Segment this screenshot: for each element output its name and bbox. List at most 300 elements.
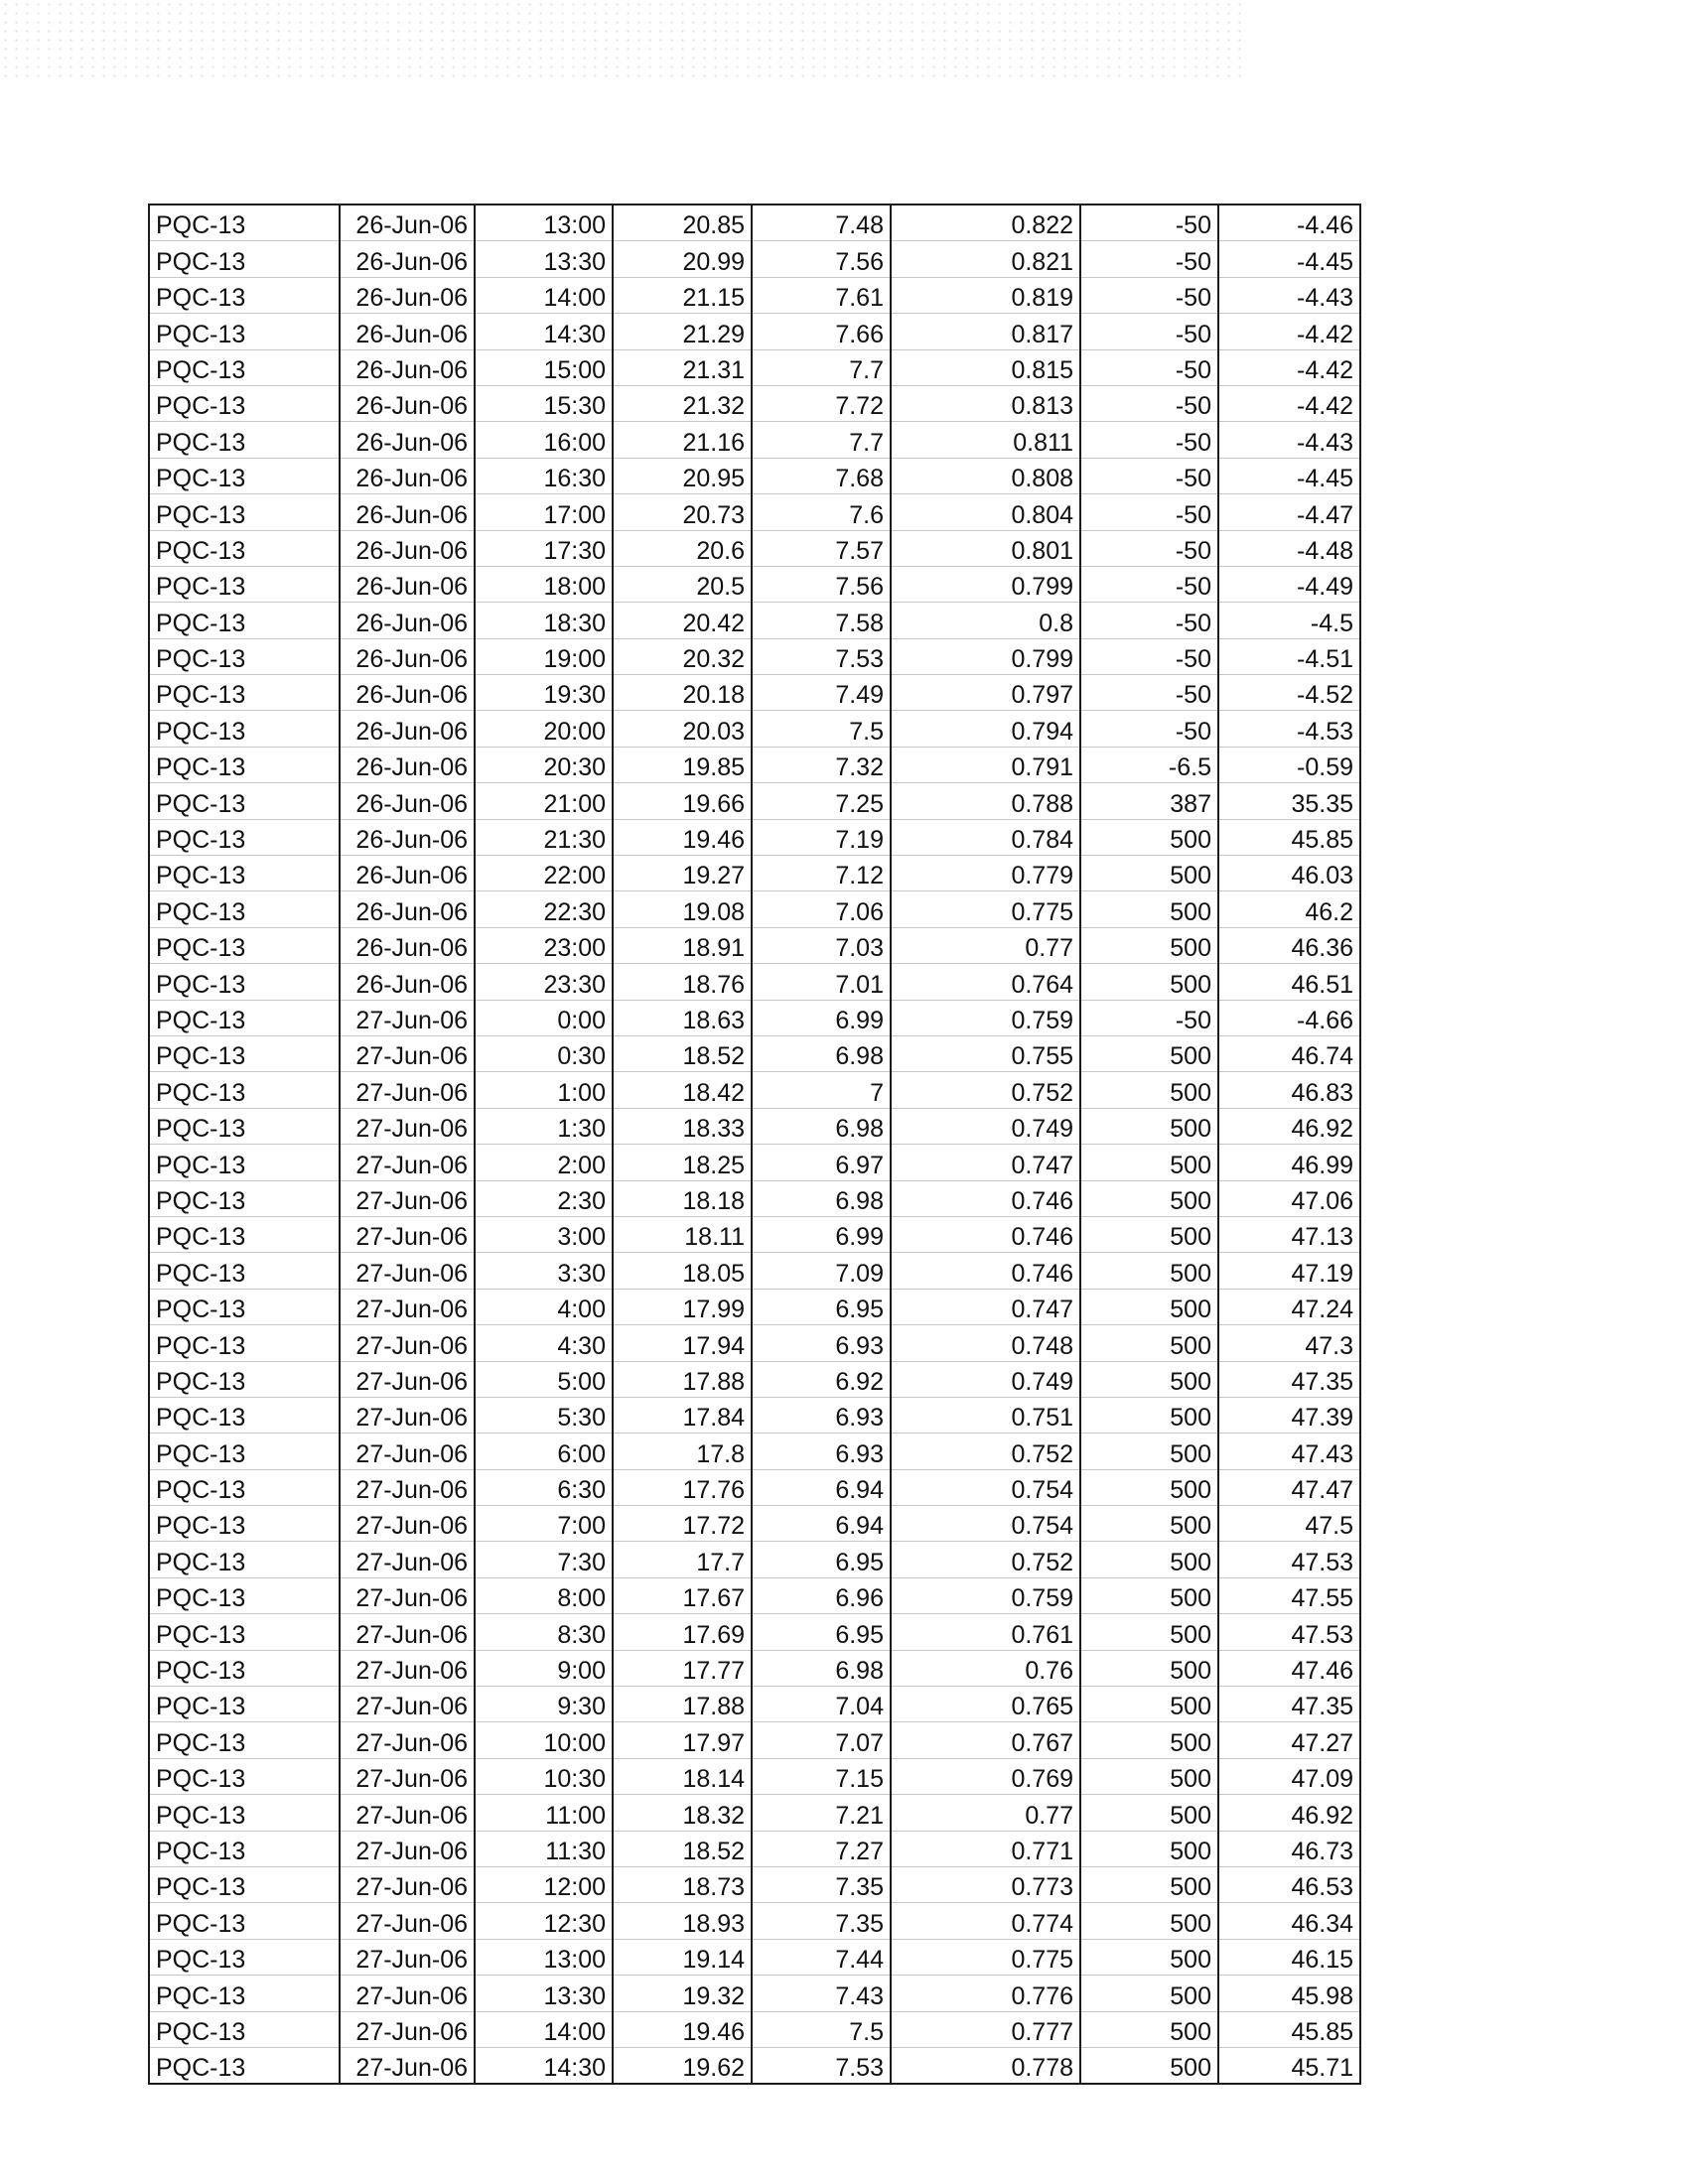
- date-cell: 26-Jun-06: [340, 927, 475, 963]
- value-5-cell: 46.03: [1218, 856, 1360, 891]
- value-4-cell: 500: [1080, 1361, 1218, 1397]
- time-cell: 3:00: [475, 1216, 613, 1252]
- table-row: [149, 927, 1360, 963]
- value-3-cell: 0.779: [891, 856, 1080, 891]
- value-4-cell: 500: [1080, 1976, 1218, 2011]
- value-2-cell: 6.96: [752, 1577, 891, 1613]
- table-row: [149, 1577, 1360, 1613]
- table-row: [149, 819, 1360, 855]
- date-cell: 27-Jun-06: [340, 1795, 475, 1831]
- site-id-cell: PQC-13: [149, 1795, 340, 1831]
- value-5-cell: -4.43: [1218, 422, 1360, 458]
- date-cell: 27-Jun-06: [340, 1614, 475, 1650]
- value-1-cell: 17.76: [613, 1469, 752, 1505]
- site-id-cell: PQC-13: [149, 1831, 340, 1866]
- value-1-cell: 17.77: [613, 1650, 752, 1686]
- table-row: [149, 349, 1360, 385]
- site-id-cell: PQC-13: [149, 1650, 340, 1686]
- value-1-cell: 18.25: [613, 1145, 752, 1180]
- site-id-cell: PQC-13: [149, 675, 340, 711]
- table-row: [149, 1145, 1360, 1180]
- value-1-cell: 19.08: [613, 891, 752, 927]
- table-row: [149, 856, 1360, 891]
- value-2-cell: 7.48: [752, 205, 891, 241]
- value-4-cell: 500: [1080, 891, 1218, 927]
- value-2-cell: 7: [752, 1072, 891, 1108]
- value-5-cell: 47.27: [1218, 1722, 1360, 1758]
- value-5-cell: -4.51: [1218, 638, 1360, 674]
- site-id-cell: PQC-13: [149, 385, 340, 421]
- value-2-cell: 7.35: [752, 1866, 891, 1902]
- value-3-cell: 0.778: [891, 2047, 1080, 2084]
- value-2-cell: 6.93: [752, 1433, 891, 1469]
- value-4-cell: 500: [1080, 1216, 1218, 1252]
- value-5-cell: 47.35: [1218, 1361, 1360, 1397]
- value-3-cell: 0.752: [891, 1542, 1080, 1577]
- date-cell: 27-Jun-06: [340, 1722, 475, 1758]
- time-cell: 8:00: [475, 1577, 613, 1613]
- value-5-cell: 47.5: [1218, 1506, 1360, 1542]
- table-row: [149, 205, 1360, 241]
- value-5-cell: 47.13: [1218, 1216, 1360, 1252]
- value-2-cell: 7.72: [752, 385, 891, 421]
- value-2-cell: 6.98: [752, 1035, 891, 1071]
- value-4-cell: 500: [1080, 1614, 1218, 1650]
- date-cell: 27-Jun-06: [340, 1000, 475, 1035]
- value-5-cell: -4.47: [1218, 494, 1360, 530]
- value-1-cell: 20.18: [613, 675, 752, 711]
- value-1-cell: 21.29: [613, 314, 752, 349]
- time-cell: 16:30: [475, 458, 613, 493]
- value-5-cell: -4.45: [1218, 241, 1360, 277]
- date-cell: 26-Jun-06: [340, 566, 475, 602]
- value-5-cell: 47.06: [1218, 1180, 1360, 1216]
- value-5-cell: 47.53: [1218, 1614, 1360, 1650]
- value-2-cell: 7.01: [752, 964, 891, 1000]
- value-2-cell: 7.44: [752, 1939, 891, 1975]
- time-cell: 0:30: [475, 1035, 613, 1071]
- time-cell: 16:00: [475, 422, 613, 458]
- value-2-cell: 7.5: [752, 711, 891, 747]
- value-3-cell: 0.797: [891, 675, 1080, 711]
- value-4-cell: -50: [1080, 530, 1218, 566]
- value-4-cell: -50: [1080, 675, 1218, 711]
- value-1-cell: 19.85: [613, 747, 752, 782]
- time-cell: 4:30: [475, 1325, 613, 1361]
- site-id-cell: PQC-13: [149, 1506, 340, 1542]
- value-2-cell: 7.53: [752, 2047, 891, 2084]
- value-1-cell: 19.46: [613, 819, 752, 855]
- table-row: [149, 711, 1360, 747]
- value-4-cell: -50: [1080, 349, 1218, 385]
- site-id-cell: PQC-13: [149, 1361, 340, 1397]
- time-cell: 0:00: [475, 1000, 613, 1035]
- date-cell: 26-Jun-06: [340, 458, 475, 493]
- time-cell: 22:00: [475, 856, 613, 891]
- date-cell: 26-Jun-06: [340, 891, 475, 927]
- value-3-cell: 0.749: [891, 1108, 1080, 1144]
- value-4-cell: 500: [1080, 2047, 1218, 2084]
- site-id-cell: PQC-13: [149, 2011, 340, 2047]
- date-cell: 27-Jun-06: [340, 1687, 475, 1722]
- table-row: [149, 2047, 1360, 2084]
- site-id-cell: PQC-13: [149, 1035, 340, 1071]
- date-cell: 27-Jun-06: [340, 1976, 475, 2011]
- site-id-cell: PQC-13: [149, 494, 340, 530]
- scan-noise-speckle: [0, 0, 1241, 79]
- value-4-cell: -50: [1080, 314, 1218, 349]
- site-id-cell: PQC-13: [149, 1289, 340, 1324]
- date-cell: 26-Jun-06: [340, 638, 475, 674]
- value-2-cell: 6.99: [752, 1216, 891, 1252]
- site-id-cell: PQC-13: [149, 1758, 340, 1794]
- time-cell: 3:30: [475, 1253, 613, 1289]
- value-4-cell: -50: [1080, 277, 1218, 313]
- value-4-cell: 500: [1080, 1650, 1218, 1686]
- table-row: [149, 458, 1360, 493]
- value-5-cell: 47.3: [1218, 1325, 1360, 1361]
- value-1-cell: 19.46: [613, 2011, 752, 2047]
- value-4-cell: 500: [1080, 1289, 1218, 1324]
- site-id-cell: PQC-13: [149, 277, 340, 313]
- value-3-cell: 0.765: [891, 1687, 1080, 1722]
- table-row: [149, 494, 1360, 530]
- time-cell: 19:00: [475, 638, 613, 674]
- site-id-cell: PQC-13: [149, 1939, 340, 1975]
- table-row: [149, 891, 1360, 927]
- value-1-cell: 20.85: [613, 205, 752, 241]
- value-5-cell: 46.83: [1218, 1072, 1360, 1108]
- date-cell: 27-Jun-06: [340, 2047, 475, 2084]
- value-1-cell: 17.99: [613, 1289, 752, 1324]
- time-cell: 21:30: [475, 819, 613, 855]
- time-cell: 9:30: [475, 1687, 613, 1722]
- date-cell: 26-Jun-06: [340, 205, 475, 241]
- value-4-cell: -50: [1080, 205, 1218, 241]
- time-cell: 12:00: [475, 1866, 613, 1902]
- value-3-cell: 0.761: [891, 1614, 1080, 1650]
- date-cell: 27-Jun-06: [340, 1469, 475, 1505]
- table-row: [149, 1325, 1360, 1361]
- date-cell: 27-Jun-06: [340, 1253, 475, 1289]
- site-id-cell: PQC-13: [149, 2047, 340, 2084]
- value-4-cell: 500: [1080, 1469, 1218, 1505]
- site-id-cell: PQC-13: [149, 1577, 340, 1613]
- table-row: [149, 277, 1360, 313]
- table-row: [149, 1035, 1360, 1071]
- value-1-cell: 19.66: [613, 783, 752, 819]
- table-row: [149, 1939, 1360, 1975]
- value-2-cell: 6.94: [752, 1506, 891, 1542]
- value-4-cell: 500: [1080, 1831, 1218, 1866]
- value-3-cell: 0.801: [891, 530, 1080, 566]
- value-4-cell: 500: [1080, 1108, 1218, 1144]
- value-1-cell: 18.76: [613, 964, 752, 1000]
- table-row: [149, 1506, 1360, 1542]
- value-5-cell: 45.85: [1218, 819, 1360, 855]
- value-4-cell: -50: [1080, 494, 1218, 530]
- value-1-cell: 18.73: [613, 1866, 752, 1902]
- date-cell: 27-Jun-06: [340, 2011, 475, 2047]
- value-1-cell: 19.14: [613, 1939, 752, 1975]
- value-3-cell: 0.748: [891, 1325, 1080, 1361]
- date-cell: 27-Jun-06: [340, 1650, 475, 1686]
- time-cell: 6:00: [475, 1433, 613, 1469]
- value-3-cell: 0.746: [891, 1253, 1080, 1289]
- site-id-cell: PQC-13: [149, 314, 340, 349]
- value-1-cell: 17.94: [613, 1325, 752, 1361]
- time-cell: 15:30: [475, 385, 613, 421]
- table-row: [149, 530, 1360, 566]
- time-cell: 11:30: [475, 1831, 613, 1866]
- date-cell: 27-Jun-06: [340, 1072, 475, 1108]
- value-3-cell: 0.777: [891, 2011, 1080, 2047]
- time-cell: 10:30: [475, 1758, 613, 1794]
- value-1-cell: 17.72: [613, 1506, 752, 1542]
- time-cell: 4:00: [475, 1289, 613, 1324]
- value-4-cell: 500: [1080, 1035, 1218, 1071]
- value-4-cell: 500: [1080, 1433, 1218, 1469]
- value-3-cell: 0.804: [891, 494, 1080, 530]
- time-cell: 12:30: [475, 1903, 613, 1939]
- value-3-cell: 0.754: [891, 1469, 1080, 1505]
- value-3-cell: 0.788: [891, 783, 1080, 819]
- site-id-cell: PQC-13: [149, 241, 340, 277]
- site-id-cell: PQC-13: [149, 1108, 340, 1144]
- site-id-cell: PQC-13: [149, 856, 340, 891]
- date-cell: 27-Jun-06: [340, 1577, 475, 1613]
- site-id-cell: PQC-13: [149, 819, 340, 855]
- value-3-cell: 0.819: [891, 277, 1080, 313]
- date-cell: 26-Jun-06: [340, 314, 475, 349]
- date-cell: 26-Jun-06: [340, 819, 475, 855]
- value-1-cell: 18.14: [613, 1758, 752, 1794]
- date-cell: 26-Jun-06: [340, 494, 475, 530]
- table-row: [149, 638, 1360, 674]
- date-cell: 27-Jun-06: [340, 1866, 475, 1902]
- table-row: [149, 1542, 1360, 1577]
- time-cell: 14:30: [475, 314, 613, 349]
- time-cell: 13:30: [475, 241, 613, 277]
- value-1-cell: 19.62: [613, 2047, 752, 2084]
- value-2-cell: 7.7: [752, 349, 891, 385]
- value-3-cell: 0.784: [891, 819, 1080, 855]
- date-cell: 26-Jun-06: [340, 530, 475, 566]
- value-2-cell: 6.98: [752, 1650, 891, 1686]
- value-2-cell: 7.15: [752, 1758, 891, 1794]
- table-row: [149, 964, 1360, 1000]
- value-1-cell: 18.52: [613, 1035, 752, 1071]
- table-row: [149, 1687, 1360, 1722]
- time-cell: 13:30: [475, 1976, 613, 2011]
- value-2-cell: 7.6: [752, 494, 891, 530]
- time-cell: 23:00: [475, 927, 613, 963]
- value-4-cell: 500: [1080, 1795, 1218, 1831]
- value-5-cell: 46.74: [1218, 1035, 1360, 1071]
- value-5-cell: -4.46: [1218, 205, 1360, 241]
- value-3-cell: 0.799: [891, 638, 1080, 674]
- value-2-cell: 7.5: [752, 2011, 891, 2047]
- date-cell: 26-Jun-06: [340, 349, 475, 385]
- date-cell: 26-Jun-06: [340, 385, 475, 421]
- site-id-cell: PQC-13: [149, 422, 340, 458]
- value-3-cell: 0.8: [891, 603, 1080, 638]
- value-3-cell: 0.815: [891, 349, 1080, 385]
- table-row: [149, 1180, 1360, 1216]
- time-cell: 11:00: [475, 1795, 613, 1831]
- value-1-cell: 18.42: [613, 1072, 752, 1108]
- date-cell: 27-Jun-06: [340, 1289, 475, 1324]
- value-2-cell: 6.92: [752, 1361, 891, 1397]
- value-5-cell: 46.73: [1218, 1831, 1360, 1866]
- value-3-cell: 0.752: [891, 1433, 1080, 1469]
- time-cell: 18:00: [475, 566, 613, 602]
- value-5-cell: 46.34: [1218, 1903, 1360, 1939]
- value-1-cell: 21.15: [613, 277, 752, 313]
- date-cell: 27-Jun-06: [340, 1325, 475, 1361]
- value-2-cell: 7.21: [752, 1795, 891, 1831]
- value-4-cell: 500: [1080, 1145, 1218, 1180]
- value-5-cell: -4.49: [1218, 566, 1360, 602]
- value-5-cell: -4.42: [1218, 385, 1360, 421]
- time-cell: 15:00: [475, 349, 613, 385]
- value-5-cell: 47.24: [1218, 1289, 1360, 1324]
- date-cell: 26-Jun-06: [340, 747, 475, 782]
- time-cell: 22:30: [475, 891, 613, 927]
- value-5-cell: 47.09: [1218, 1758, 1360, 1794]
- table-row: [149, 1614, 1360, 1650]
- table-row: [149, 1866, 1360, 1902]
- value-1-cell: 20.42: [613, 603, 752, 638]
- value-1-cell: 18.91: [613, 927, 752, 963]
- table-row: [149, 747, 1360, 782]
- value-3-cell: 0.822: [891, 205, 1080, 241]
- value-2-cell: 7.35: [752, 1903, 891, 1939]
- value-2-cell: 7.49: [752, 675, 891, 711]
- value-4-cell: 500: [1080, 1506, 1218, 1542]
- value-1-cell: 17.7: [613, 1542, 752, 1577]
- value-5-cell: -4.45: [1218, 458, 1360, 493]
- site-id-cell: PQC-13: [149, 349, 340, 385]
- table-row: [149, 422, 1360, 458]
- value-1-cell: 19.32: [613, 1976, 752, 2011]
- time-cell: 20:30: [475, 747, 613, 782]
- table-row: [149, 1469, 1360, 1505]
- date-cell: 26-Jun-06: [340, 422, 475, 458]
- value-1-cell: 17.88: [613, 1361, 752, 1397]
- value-2-cell: 7.32: [752, 747, 891, 782]
- value-5-cell: -4.5: [1218, 603, 1360, 638]
- value-1-cell: 18.33: [613, 1108, 752, 1144]
- value-5-cell: 46.53: [1218, 1866, 1360, 1902]
- value-3-cell: 0.775: [891, 891, 1080, 927]
- data-table: [148, 204, 1361, 2085]
- value-3-cell: 0.759: [891, 1577, 1080, 1613]
- value-1-cell: 18.18: [613, 1180, 752, 1216]
- value-2-cell: 6.95: [752, 1289, 891, 1324]
- value-3-cell: 0.764: [891, 964, 1080, 1000]
- date-cell: 26-Jun-06: [340, 277, 475, 313]
- site-id-cell: PQC-13: [149, 783, 340, 819]
- table-row: [149, 1289, 1360, 1324]
- value-5-cell: 46.15: [1218, 1939, 1360, 1975]
- table-row: [149, 1976, 1360, 2011]
- date-cell: 27-Jun-06: [340, 1903, 475, 1939]
- table-row: [149, 1795, 1360, 1831]
- table-row: [149, 1361, 1360, 1397]
- table-row: [149, 241, 1360, 277]
- value-5-cell: 47.55: [1218, 1577, 1360, 1613]
- value-1-cell: 20.5: [613, 566, 752, 602]
- value-4-cell: -6.5: [1080, 747, 1218, 782]
- table-row: [149, 1108, 1360, 1144]
- value-2-cell: 7.03: [752, 927, 891, 963]
- time-cell: 6:30: [475, 1469, 613, 1505]
- site-id-cell: PQC-13: [149, 638, 340, 674]
- value-4-cell: 500: [1080, 1180, 1218, 1216]
- site-id-cell: PQC-13: [149, 1325, 340, 1361]
- site-id-cell: PQC-13: [149, 566, 340, 602]
- value-2-cell: 7.27: [752, 1831, 891, 1866]
- time-cell: 21:00: [475, 783, 613, 819]
- value-2-cell: 7.58: [752, 603, 891, 638]
- value-3-cell: 0.773: [891, 1866, 1080, 1902]
- value-2-cell: 7.07: [752, 1722, 891, 1758]
- value-4-cell: 500: [1080, 1253, 1218, 1289]
- date-cell: 27-Jun-06: [340, 1758, 475, 1794]
- site-id-cell: PQC-13: [149, 1000, 340, 1035]
- time-cell: 10:00: [475, 1722, 613, 1758]
- value-4-cell: -50: [1080, 566, 1218, 602]
- value-4-cell: 500: [1080, 927, 1218, 963]
- value-4-cell: -50: [1080, 603, 1218, 638]
- value-5-cell: 46.99: [1218, 1145, 1360, 1180]
- value-2-cell: 6.94: [752, 1469, 891, 1505]
- date-cell: 27-Jun-06: [340, 1216, 475, 1252]
- value-2-cell: 7.09: [752, 1253, 891, 1289]
- table-row: [149, 1722, 1360, 1758]
- value-4-cell: 387: [1080, 783, 1218, 819]
- date-cell: 27-Jun-06: [340, 1433, 475, 1469]
- value-5-cell: 45.71: [1218, 2047, 1360, 2084]
- table-row: [149, 1216, 1360, 1252]
- value-3-cell: 0.817: [891, 314, 1080, 349]
- value-5-cell: 46.36: [1218, 927, 1360, 963]
- value-5-cell: 47.19: [1218, 1253, 1360, 1289]
- site-id-cell: PQC-13: [149, 1542, 340, 1577]
- value-3-cell: 0.794: [891, 711, 1080, 747]
- site-id-cell: PQC-13: [149, 1216, 340, 1252]
- value-3-cell: 0.77: [891, 927, 1080, 963]
- value-3-cell: 0.774: [891, 1903, 1080, 1939]
- value-3-cell: 0.76: [891, 1650, 1080, 1686]
- site-id-cell: PQC-13: [149, 1903, 340, 1939]
- site-id-cell: PQC-13: [149, 1397, 340, 1433]
- date-cell: 26-Jun-06: [340, 675, 475, 711]
- date-cell: 26-Jun-06: [340, 711, 475, 747]
- value-3-cell: 0.811: [891, 422, 1080, 458]
- table-row: [149, 1253, 1360, 1289]
- value-4-cell: 500: [1080, 1577, 1218, 1613]
- value-1-cell: 17.8: [613, 1433, 752, 1469]
- value-1-cell: 18.63: [613, 1000, 752, 1035]
- value-1-cell: 18.11: [613, 1216, 752, 1252]
- value-5-cell: 47.46: [1218, 1650, 1360, 1686]
- value-3-cell: 0.751: [891, 1397, 1080, 1433]
- table-row: [149, 566, 1360, 602]
- site-id-cell: PQC-13: [149, 1180, 340, 1216]
- time-cell: 19:30: [475, 675, 613, 711]
